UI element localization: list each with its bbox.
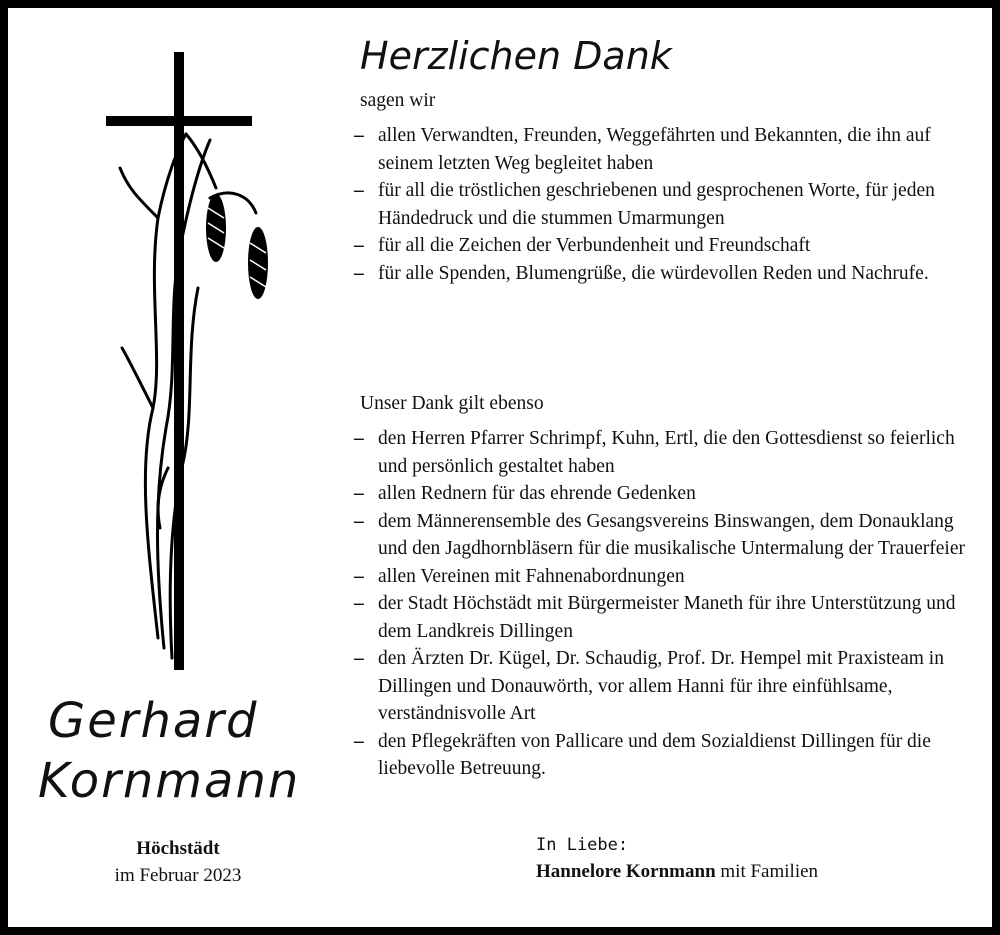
dash-bullet: –	[354, 648, 364, 669]
signer-name: Hannelore Kornmann	[536, 861, 716, 882]
list-item-text: allen Vereinen mit Fahnenabordnungen	[378, 565, 685, 587]
dash-bullet: –	[354, 510, 364, 532]
intro-text: sagen wir	[360, 90, 436, 111]
list-item	[354, 645, 974, 728]
intro-text-2: Unser Dank gilt ebenso	[360, 393, 544, 414]
list-item-text: für all die Zeichen der Verbundenheit und Freundschaft	[378, 235, 811, 256]
list-item-text: den Pflegekräften von Pallicare und dem Sozialdienst Dillingen für die liebevolle Betreuung.	[378, 730, 931, 779]
deceased-first-name: Gerhard	[48, 693, 259, 749]
obituary-card	[8, 8, 992, 927]
wheat-icon	[120, 134, 256, 658]
signer-suffix: mit Familien	[720, 861, 819, 882]
list-item	[354, 728, 974, 783]
list-item-text: der Stadt Höchstädt mit Bürgermeister Maneth für ihre Unterstützung und dem Landkreis Dillingen	[378, 593, 956, 642]
list-item	[354, 508, 974, 563]
list-item-text: für alle Spenden, Blumengrüße, die würdevollen Reden und Nachrufe.	[378, 262, 929, 284]
deceased-town: Höchstädt	[136, 838, 220, 859]
dash-bullet: –	[354, 125, 364, 146]
page-title: Herzlichen Dank	[360, 34, 672, 78]
list-item	[354, 260, 974, 288]
list-item	[354, 177, 974, 232]
list-item-text: für all die tröstlichen geschriebenen und gesprochenen Worte, für jeden Händedruck und die stummen Umarmungen	[378, 180, 935, 229]
list-item-text: den Ärzten Dr. Kügel, Dr. Schaudig, Prof. Dr. Hempel mit Praxisteam in Dillingen und Donauwörth, vor allem Hanni für ihre einfühlsame, verständnisvolle Art	[378, 648, 944, 724]
closing-signature	[536, 861, 818, 883]
deceased-last-name: Kornmann	[38, 753, 301, 809]
list-item	[354, 122, 974, 177]
dash-bullet: –	[354, 730, 364, 752]
dash-bullet: –	[354, 565, 364, 587]
dash-bullet: –	[354, 483, 364, 504]
list-item	[354, 232, 974, 260]
dash-bullet: –	[354, 593, 364, 614]
list-item-text: allen Verwandten, Freunden, Weggefährten und Bekannten, die ihn auf seinem letzten Weg begleitet haben	[378, 125, 931, 174]
dash-bullet: –	[354, 262, 364, 284]
list-item-text: den Herren Pfarrer Schrimpf, Kuhn, Ertl, die den Gottesdienst so feierlich und persönlich gestaltet haben	[378, 428, 955, 477]
cross-with-wheat-icon	[98, 48, 268, 678]
list-item	[354, 563, 974, 591]
thanks-list-2	[354, 425, 974, 783]
dash-bullet: –	[354, 235, 364, 256]
list-item-text: dem Männerensemble des Gesangsvereins Binswangen, dem Donauklang und den Jagdhornbläsern für die musikalische Untermalung der Trauerfeier	[378, 510, 965, 559]
dash-bullet: –	[354, 180, 364, 201]
list-item	[354, 590, 974, 645]
closing-greeting: In Liebe:	[536, 835, 629, 855]
list-item-text: allen Rednern für das ehrende Gedenken	[378, 483, 696, 504]
list-item	[354, 480, 974, 508]
dash-bullet: –	[354, 428, 364, 449]
list-item	[354, 425, 974, 480]
thanks-list	[354, 122, 974, 287]
deceased-date: im Februar 2023	[114, 865, 242, 886]
